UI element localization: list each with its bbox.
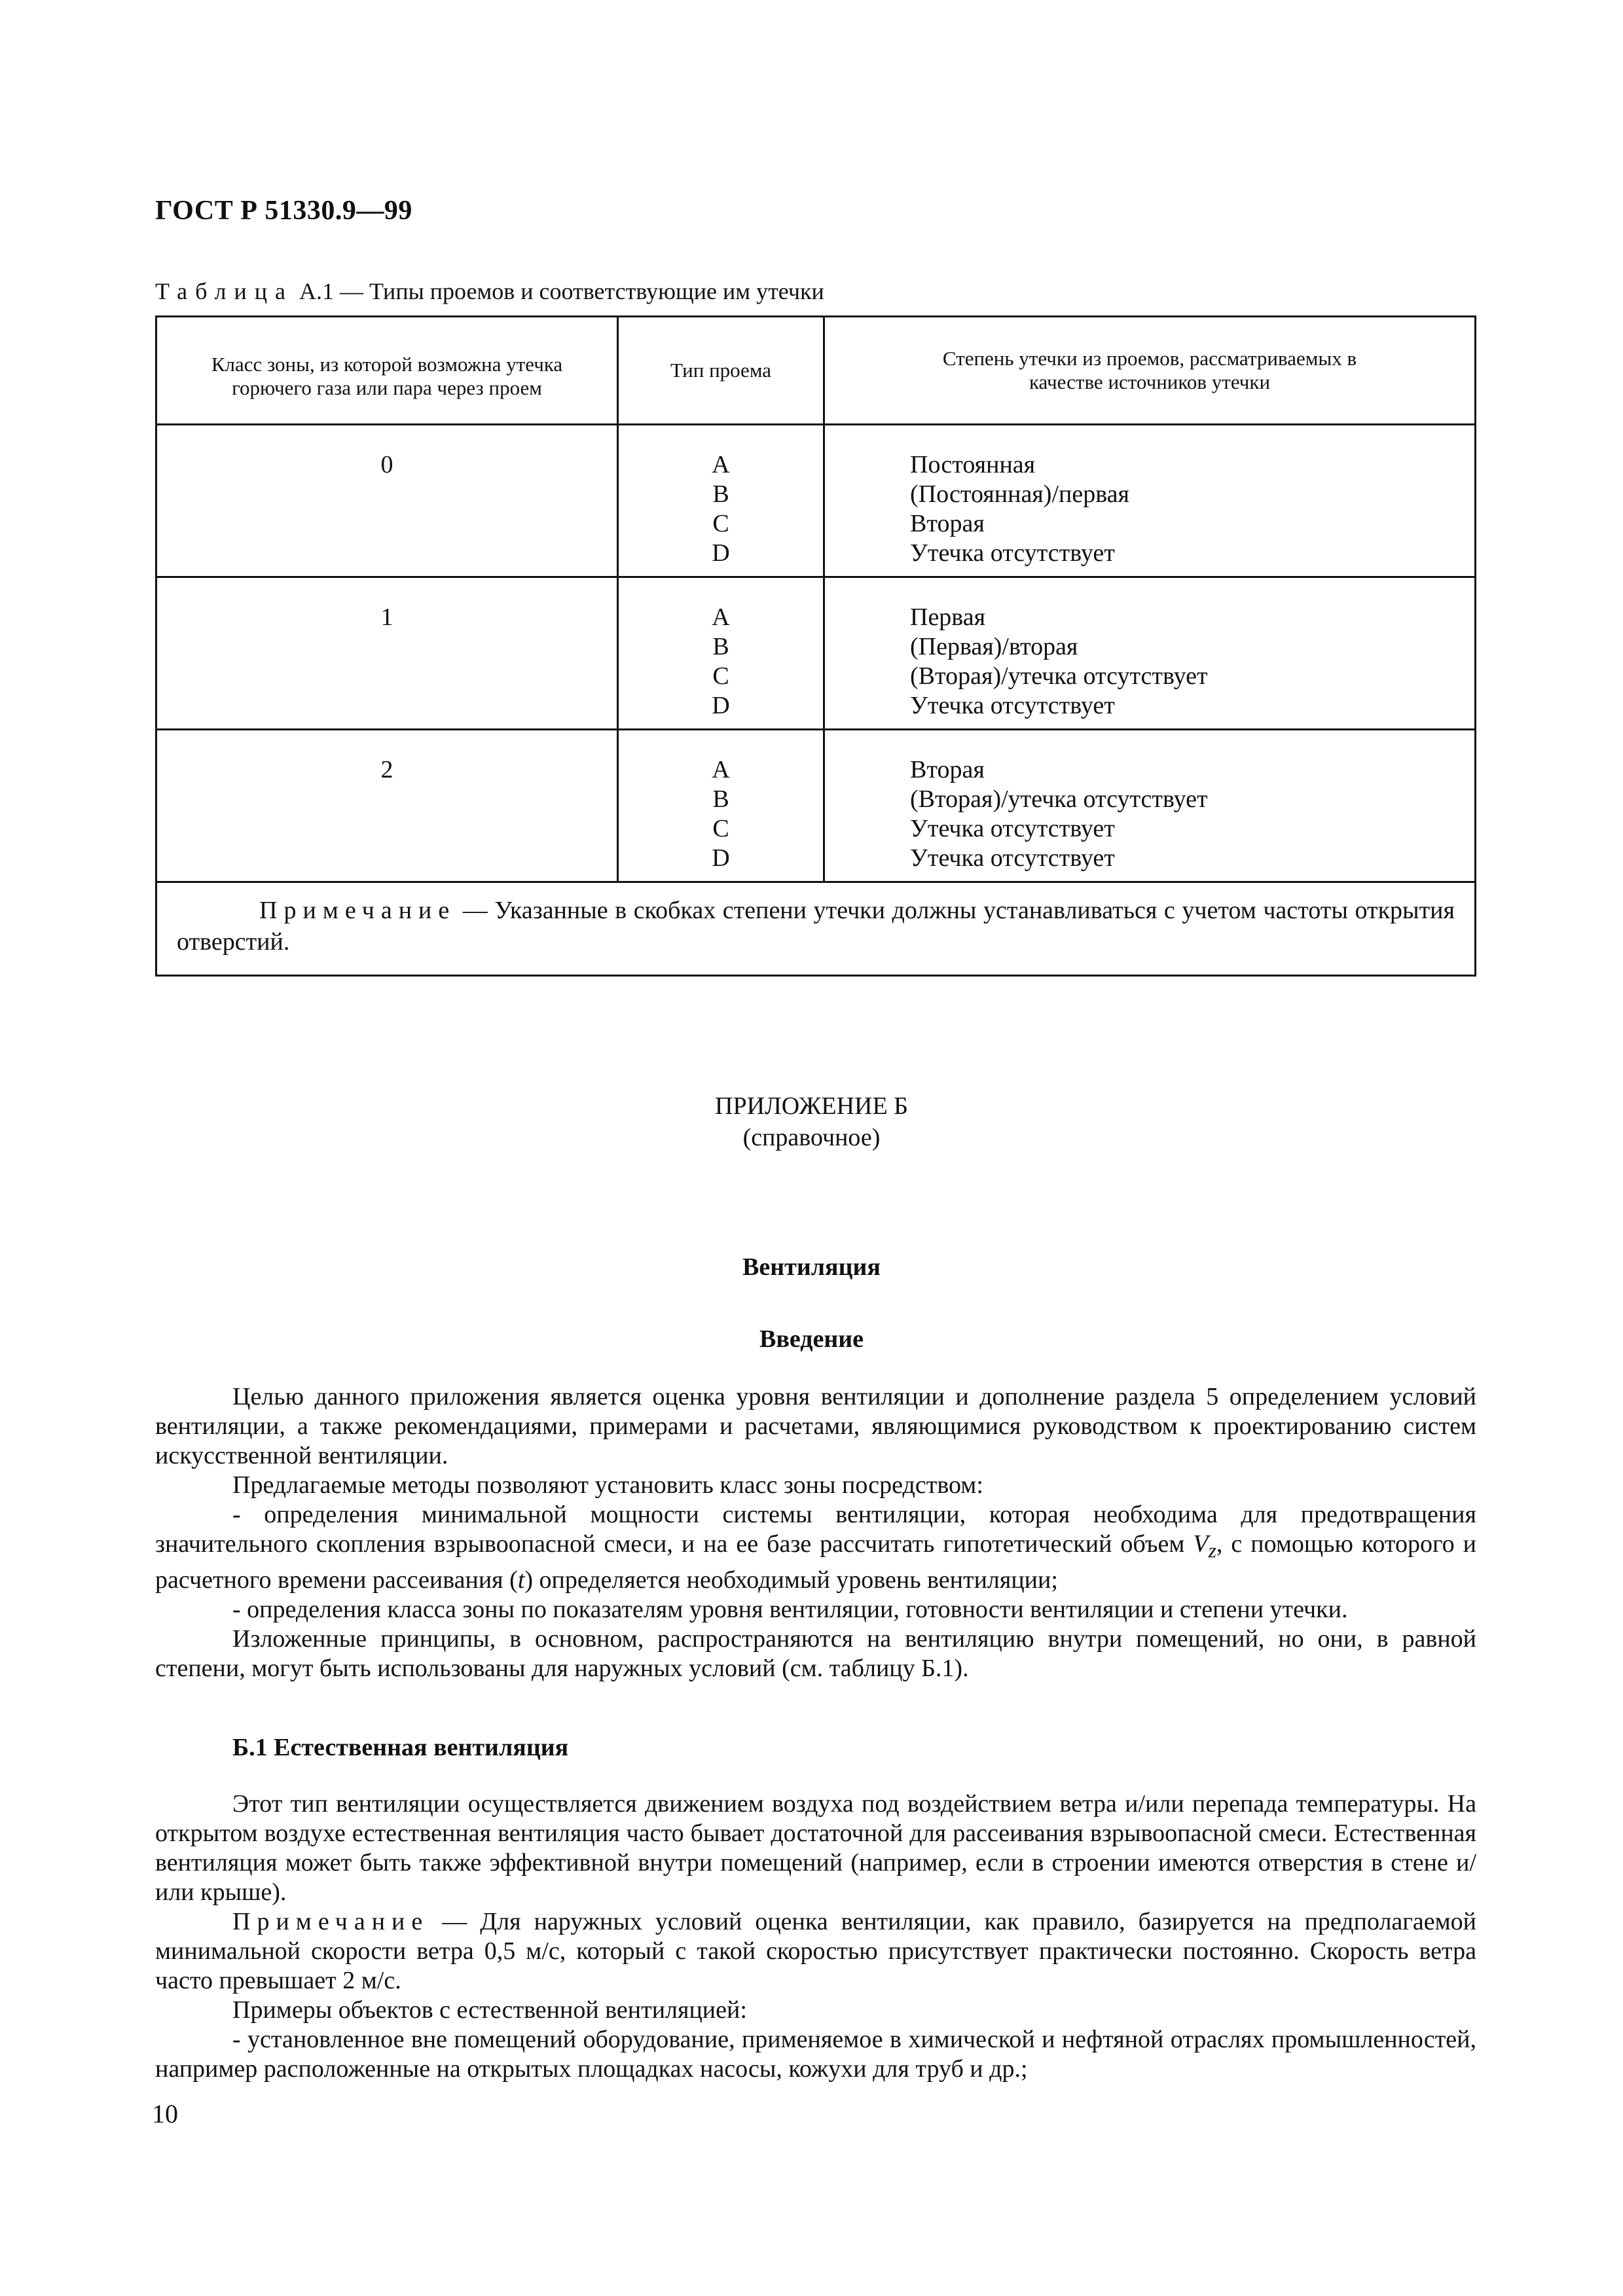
degree-value: Утечка отсутствует — [910, 815, 1115, 842]
zone-cell: 1 — [156, 577, 618, 730]
intro-section — [155, 1382, 1476, 1683]
degree-value: Постоянная — [910, 451, 1036, 478]
degree-value: (Постоянная)/первая — [910, 480, 1129, 508]
types-cell — [618, 425, 824, 577]
type-value: B — [712, 785, 729, 813]
table-note-label: Примечание — [259, 897, 456, 924]
type-value: C — [712, 510, 729, 537]
degree-value: (Вторая)/утечка отсутствует — [910, 662, 1208, 690]
degree-value: (Первая)/вторая — [910, 633, 1078, 660]
type-value: B — [712, 480, 729, 508]
type-value: B — [712, 633, 729, 660]
leak-types-table — [155, 315, 1476, 977]
document-header: ГОСТ Р 51330.9—99 — [155, 196, 412, 226]
table-row — [156, 425, 1476, 577]
degree-value: Утечка отсутствует — [910, 692, 1115, 719]
table-header-row — [156, 317, 1476, 425]
type-value: D — [712, 539, 730, 567]
zone-cell: 2 — [156, 730, 618, 882]
header-opening-type: Тип проема — [618, 317, 824, 425]
intro-paragraph: - определения класса зоны по показателям уровня вентиляции, готовности вентиляции и степени утечки. — [232, 1595, 1348, 1623]
section-b1-body — [155, 1789, 1476, 2084]
intro-text-part: , с помощью которого и расчетного времени рассеивания ( — [155, 1530, 1476, 1594]
table-row — [156, 730, 1476, 882]
section-paragraph: Этот тип вентиляции осуществляется движением воздуха под воздействием ветра и/или перепада температуры. На открытом воздухе естественная вентиляция часто бывает достаточной для рассеивания взрывоопасной смеси. Естественная вентиляция может быть также эффективной внутри помещений (например, если в строении имеются отверстия в стене и/или крыше). — [155, 1790, 1476, 1906]
intro-paragraph: Целью данного приложения является оценка уровня вентиляции и дополнение раздела 5 определением условий вентиляции, а также рекомендациями, примерами и расчетами, являющимися руководством к проектированию систем искусственной вентиляции. — [155, 1383, 1476, 1469]
degrees-cell — [824, 425, 1476, 577]
type-value: A — [712, 756, 730, 783]
t-symbol: t — [517, 1566, 525, 1594]
intro-paragraph: Предлагаемые методы позволяют установить класс зоны посредством: — [232, 1471, 983, 1499]
type-value: A — [712, 603, 730, 631]
header-zone-class: Класс зоны, из которой возможна утечка горючего газа или пара через проем — [156, 317, 618, 425]
table-caption-text: А.1 — Типы проемов и соответствующие им утечки — [293, 278, 824, 304]
type-value: D — [712, 844, 730, 872]
degree-value: Утечка отсутствует — [910, 539, 1115, 567]
appendix-subtitle: (справочное) — [742, 1124, 881, 1151]
table-caption-label: Таблица — [155, 278, 293, 304]
degrees-cell — [824, 730, 1476, 882]
section-note-label: Примечание — [232, 1908, 429, 1935]
degree-value: Вторая — [910, 510, 985, 537]
types-cell — [618, 730, 824, 882]
intro-paragraph — [155, 1500, 1476, 1595]
type-value: C — [712, 815, 729, 842]
section-note — [155, 1907, 1476, 1996]
type-value: D — [712, 692, 730, 719]
intro-text-part: ) определяется необходимый уровень вентиляции; — [524, 1566, 1058, 1594]
table-row — [156, 577, 1476, 730]
section-note-text: — Для наружных условий оценка вентиляции, как правило, базируется на предполагаемой минимальной скорости ветра 0,5 м/с, который с такой скоростью присутствует практически постоянно. Скорость ветра часто превышает 2 м/с. — [155, 1908, 1476, 1994]
zone-cell: 0 — [156, 425, 618, 577]
vz-symbol: $V_z$ — [1193, 1530, 1216, 1562]
section-paragraph: - установленное вне помещений оборудование, применяемое в химической и нефтяной отраслях промышленностей, например расположенные на открытых площадках насосы, кожухи для труб и др.; — [155, 2026, 1476, 2083]
degree-value: Первая — [910, 603, 986, 631]
appendix-heading: Вентиляция — [742, 1253, 881, 1281]
intro-paragraph: Изложенные принципы, в основном, распространяются на вентиляцию внутри помещений, но они, в равной степени, могут быть использованы для наружных условий (см. таблицу Б.1). — [155, 1624, 1476, 1682]
header-leak-degree: Степень утечки из проемов, рассматриваемых в качестве источников утечки — [824, 317, 1476, 425]
table-note-row — [156, 882, 1476, 976]
table-caption — [155, 278, 824, 305]
page-number: 10 — [152, 2099, 178, 2128]
degree-value: (Вторая)/утечка отсутствует — [910, 785, 1208, 813]
degree-value: Вторая — [910, 756, 985, 783]
table-note-text: — Указанные в скобках степени утечки должны устанавливаться с учетом частоты открытия отверстий. — [177, 897, 1455, 956]
types-cell — [618, 577, 824, 730]
intro-text-part: - определения минимальной мощности системы вентиляции, которая необходима для предотвращения значительного скопления взрывоопасной смеси, и на ее базе рассчитать гипотетический объем — [155, 1501, 1476, 1558]
section-b1-title: Б.1 Естественная вентиляция — [232, 1734, 569, 1761]
degree-value: Утечка отсутствует — [910, 844, 1115, 872]
section-paragraph: Примеры объектов с естественной вентиляцией: — [232, 1996, 747, 2024]
intro-subheading: Введение — [759, 1325, 864, 1353]
type-value: C — [712, 662, 729, 690]
appendix-title: ПРИЛОЖЕНИЕ Б — [715, 1092, 908, 1120]
type-value: A — [712, 451, 730, 478]
table-note — [156, 882, 1476, 976]
degrees-cell — [824, 577, 1476, 730]
